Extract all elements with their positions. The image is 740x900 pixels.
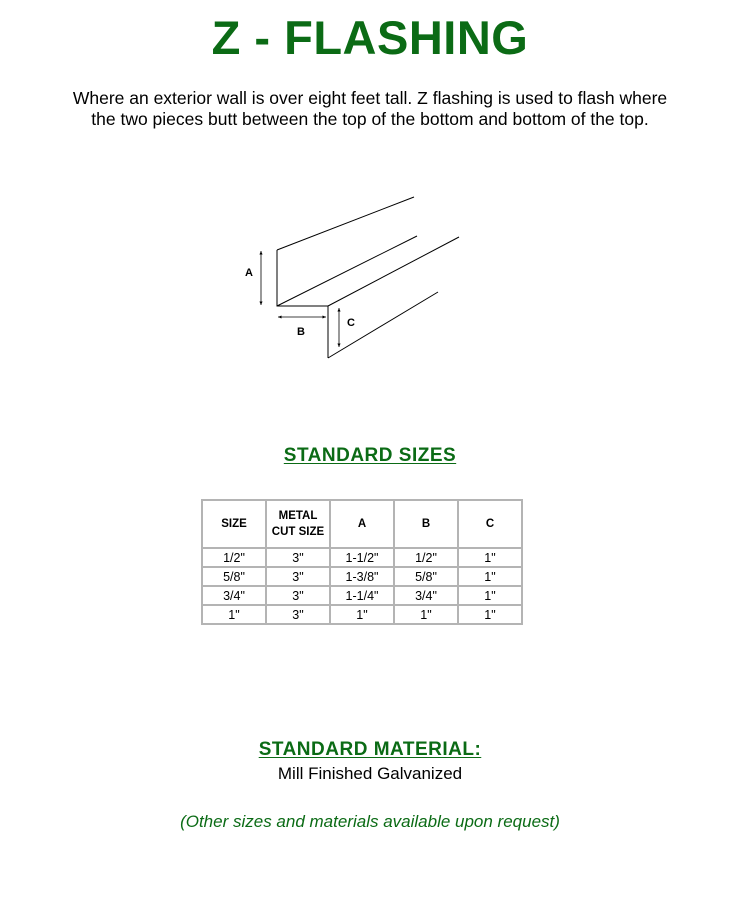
header-metal-line2: CUT SIZE bbox=[271, 526, 325, 538]
header-size: SIZE bbox=[202, 500, 266, 548]
page-title: Z - FLASHING bbox=[211, 11, 529, 64]
label-c: C bbox=[347, 317, 355, 329]
cell-a: 1" bbox=[330, 605, 394, 624]
header-c: C bbox=[458, 500, 522, 548]
cell-size: 1/2" bbox=[202, 548, 266, 567]
cell-a: 1-1/2" bbox=[330, 548, 394, 567]
dimension-a bbox=[245, 251, 261, 305]
cell-metal-cut-size: 3" bbox=[266, 548, 330, 567]
dimension-b bbox=[278, 317, 326, 338]
cell-c: 1" bbox=[458, 586, 522, 605]
availability-note: (Other sizes and materials available upon request) bbox=[180, 812, 560, 831]
cell-size: 1" bbox=[202, 605, 266, 624]
sizes-table bbox=[201, 499, 523, 625]
cell-c: 1" bbox=[458, 548, 522, 567]
cell-b: 3/4" bbox=[394, 586, 458, 605]
cell-size: 3/4" bbox=[202, 586, 266, 605]
description-line-1: Where an exterior wall is over eight feet tall. Z flashing is used to flash where bbox=[72, 88, 668, 108]
cell-size: 5/8" bbox=[202, 567, 266, 586]
label-a: A bbox=[245, 267, 253, 279]
cell-metal-cut-size: 3" bbox=[266, 605, 330, 624]
cell-metal-cut-size: 3" bbox=[266, 586, 330, 605]
table-header-row bbox=[202, 500, 522, 548]
table-row bbox=[202, 586, 522, 605]
cell-b: 5/8" bbox=[394, 567, 458, 586]
z-flashing-diagram bbox=[236, 192, 466, 364]
header-metal-line1: METAL bbox=[278, 510, 318, 522]
header-b: B bbox=[394, 500, 458, 548]
standard-material-heading: STANDARD MATERIAL: bbox=[258, 739, 482, 760]
label-b: B bbox=[297, 326, 305, 338]
cell-metal-cut-size: 3" bbox=[266, 567, 330, 586]
standard-material-value: Mill Finished Galvanized bbox=[277, 764, 463, 783]
description-line-2: the two pieces butt between the top of the bottom and bottom of the top. bbox=[91, 109, 649, 129]
dimension-c bbox=[339, 308, 355, 347]
cell-b: 1" bbox=[394, 605, 458, 624]
table-row bbox=[202, 548, 522, 567]
description bbox=[30, 88, 710, 130]
table-row bbox=[202, 605, 522, 624]
header-metal-cut-size bbox=[266, 500, 330, 548]
standard-sizes-heading: STANDARD SIZES bbox=[283, 445, 457, 466]
cell-c: 1" bbox=[458, 605, 522, 624]
cell-a: 1-3/8" bbox=[330, 567, 394, 586]
table-row bbox=[202, 567, 522, 586]
cell-c: 1" bbox=[458, 567, 522, 586]
cell-b: 1/2" bbox=[394, 548, 458, 567]
cell-a: 1-1/4" bbox=[330, 586, 394, 605]
header-a: A bbox=[330, 500, 394, 548]
